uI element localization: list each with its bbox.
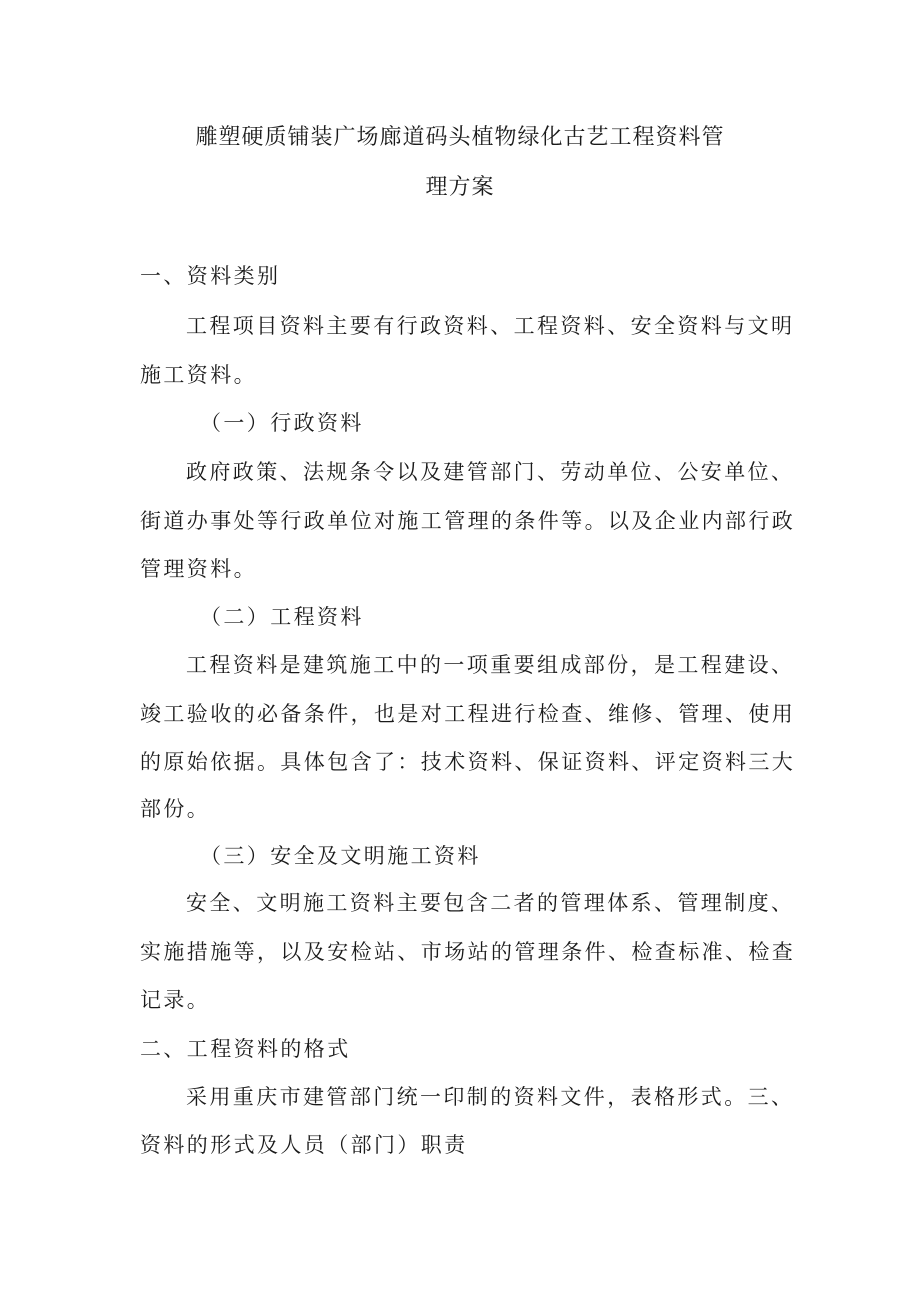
paragraph-line: 实施措施等，以及安检站、市场站的管理条件、检查标准、检查 [140, 940, 796, 964]
document-title-line-2: 理方案 [425, 175, 495, 200]
paragraph-line: 的原始依据。具体包含了：技术资料、保证资料、评定资料三大 [140, 750, 796, 774]
paragraph-line: 记录。 [140, 988, 211, 1012]
section-heading-2: 二、工程资料的格式 [140, 1037, 351, 1061]
subsection-heading-2: （二）工程资料 [200, 605, 364, 629]
paragraph-line: 竣工验收的必备条件，也是对工程进行检查、维修、管理、使用 [140, 702, 796, 726]
paragraph-line: 街道办事处等行政单位对施工管理的条件等。以及企业内部行政 [140, 509, 796, 533]
subsection-heading-3: （三）安全及文明施工资料 [200, 844, 481, 868]
paragraph-line: 政府政策、法规条令以及建管部门、劳动单位、公安单位、 [186, 460, 795, 484]
section-heading-1: 一、资料类别 [140, 264, 281, 288]
document-title-line-1: 雕塑硬质铺装广场廊道码头植物绿化古艺工程资料管 [195, 125, 725, 150]
paragraph-line: 工程项目资料主要有行政资料、工程资料、安全资料与文明 [186, 314, 795, 338]
paragraph-line: 管理资料。 [140, 557, 257, 581]
paragraph-line: 采用重庆市建管部门统一印制的资料文件，表格形式。三、 [186, 1085, 795, 1109]
paragraph-line: 安全、文明施工资料主要包含二者的管理体系、管理制度、 [186, 891, 795, 915]
paragraph-line: 施工资料。 [140, 363, 257, 387]
subsection-heading-1: （一）行政资料 [200, 411, 364, 435]
paragraph-line: 工程资料是建筑施工中的一项重要组成部份，是工程建设、 [186, 653, 795, 677]
paragraph-line: 资料的形式及人员（部门）职责 [140, 1133, 468, 1157]
paragraph-line: 部份。 [140, 797, 211, 821]
